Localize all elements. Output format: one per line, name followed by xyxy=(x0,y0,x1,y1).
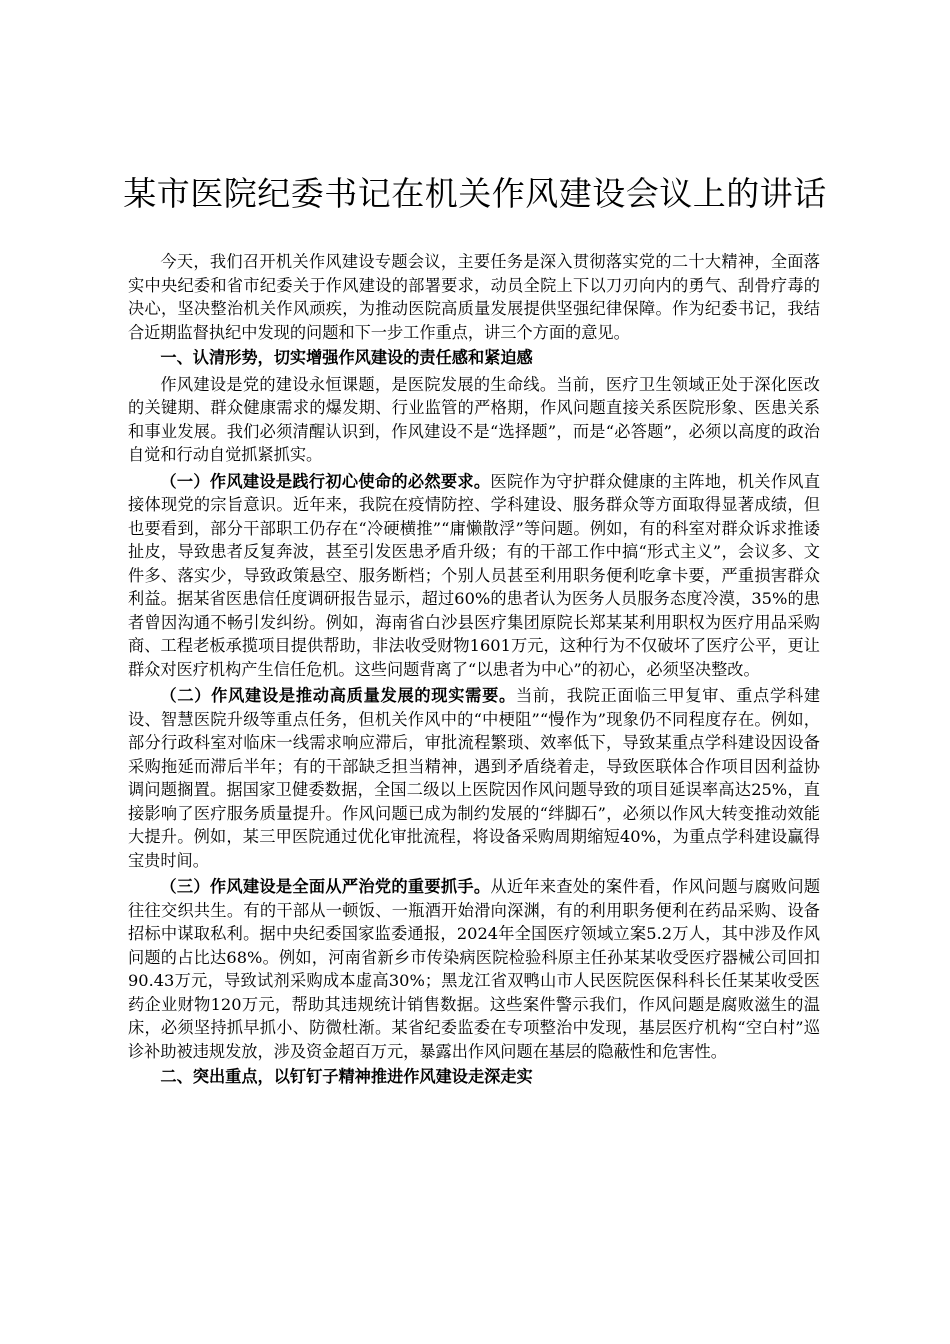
point-3-text: 从近年来查处的案件看，作风问题与腐败问题往往交织共生。有的干部从一顿饭、一瓶酒开始滑向深渊，有的利用职务便利在药品采购、设备招标中谋取私利。据中央纪委国家监委通报，2024年全国医疗领域立案5.2万人，其中涉及作风问题的占比达68%。例如，河南省新乡市传染病医院检验科原主任孙某某收受医疗器械公司回扣90.43万元，导致试剂采购成本虚高30%；黑龙江省双鸭山市人民医院医保科科长任某某收受医药企业财物120万元，帮助其违规统计销售数据。这些案件警示我们，作风问题是腐败滋生的温床，必须坚持抓早抓小、防微杜渐。某省纪委监委在专项整治中发现，基层医疗机构“空白村”巡诊补助被违规发放，涉及资金超百万元，暴露出作风问题在基层的隐蔽性和危害性。 xyxy=(128,877,821,1061)
point-2-text: 当前，我院正面临三甲复审、重点学科建设、智慧医院升级等重点任务，但机关作风中的“中梗阻”“慢作为”现象仍不同程度存在。例如，部分行政科室对临床一线需求响应滞后，审批流程繁琐、效率低下，导致某重点学科建设因设备采购拖延而滞后半年；有的干部缺乏担当精神，遇到矛盾绕着走，导致医联体合作项目因利益协调问题搁置。据国家卫健委数据，全国二级以上医院因作风问题导致的项目延误率高达25%，直接影响了医疗服务质量提升。作风问题已成为制约发展的“绊脚石”，必须以作风大转变推动效能大提升。例如，某三甲医院通过优化审批流程，将设备采购周期缩短40%，为重点学科建设赢得宝贵时间。 xyxy=(128,686,821,870)
paragraph-intro: 今天，我们召开机关作风建设专题会议，主要任务是深入贯彻落实党的二十大精神，全面落实中央纪委和省市纪委关于作风建设的部署要求，动员全院上下以刀刃向内的勇气、刮骨疗毒的决心，坚决整治机关作风顽疾，为推动医院高质量发展提供坚强纪律保障。作为纪委书记，我结合近期监督执纪中发现的问题和下一步工作重点，讲三个方面的意见。 xyxy=(128,252,820,342)
section-heading-1: 一、认清形势，切实增强作风建设的责任感和紧迫感 xyxy=(160,348,533,367)
paragraph-point-1 xyxy=(128,470,820,682)
paragraph-point-2 xyxy=(128,684,820,872)
paragraph-point-3 xyxy=(128,875,820,1063)
paragraph-section1-intro: 作风建设是党的建设永恒课题，是医院发展的生命线。当前，医疗卫生领域正处于深化医改的关键期、群众健康需求的爆发期、行业监管的严格期，作风问题直接关系医院形象、医患关系和事业发展。我们必须清醒认识到，作风建设不是“选择题”，而是“必答题”，必须以高度的政治自觉和行动自觉抓紧抓实。 xyxy=(128,374,820,464)
point-1-text: 医院作为守护群众健康的主阵地，机关作风直接体现党的宗旨意识。近年来，我院在疫情防控、学科建设、服务群众等方面取得显著成绩，但也要看到，部分干部职工仍存在“冷硬横推”“庸懒散浮”等问题。例如，有的科室对群众诉求推诿扯皮，导致患者反复奔波，甚至引发医患矛盾升级；有的干部工作中搞“形式主义”，会议多、文件多、落实少，导致政策悬空、服务断档；个别人员甚至利用职务便利吃拿卡要，严重损害群众利益。据某省医患信任度调研报告显示，超过60%的患者认为医务人员服务态度冷漠，35%的患者曾因沟通不畅引发纠纷。例如，海南省白沙县医疗集团原院长郑某某利用职权为医疗用品采购商、工程老板承揽项目提供帮助，非法收受财物1601万元，这种行为不仅破坏了医疗公平，更让群众对医疗机构产生信任危机。这些问题背离了“以患者为中心”的初心，必须坚决整改。 xyxy=(128,471,821,679)
point-3-lead: （三）作风建设是全面从严治党的重要抓手。 xyxy=(160,877,491,896)
section-heading-2: 二、突出重点，以钉钉子精神推进作风建设走深走实 xyxy=(160,1067,533,1086)
point-2-lead: （二）作风建设是推动高质量发展的现实需要。 xyxy=(160,686,516,705)
document-body xyxy=(128,250,820,1091)
document-title: 某市医院纪委书记在机关作风建设会议上的讲话 xyxy=(123,174,827,213)
point-1-lead: （一）作风建设是践行初心使命的必然要求。 xyxy=(160,471,491,491)
